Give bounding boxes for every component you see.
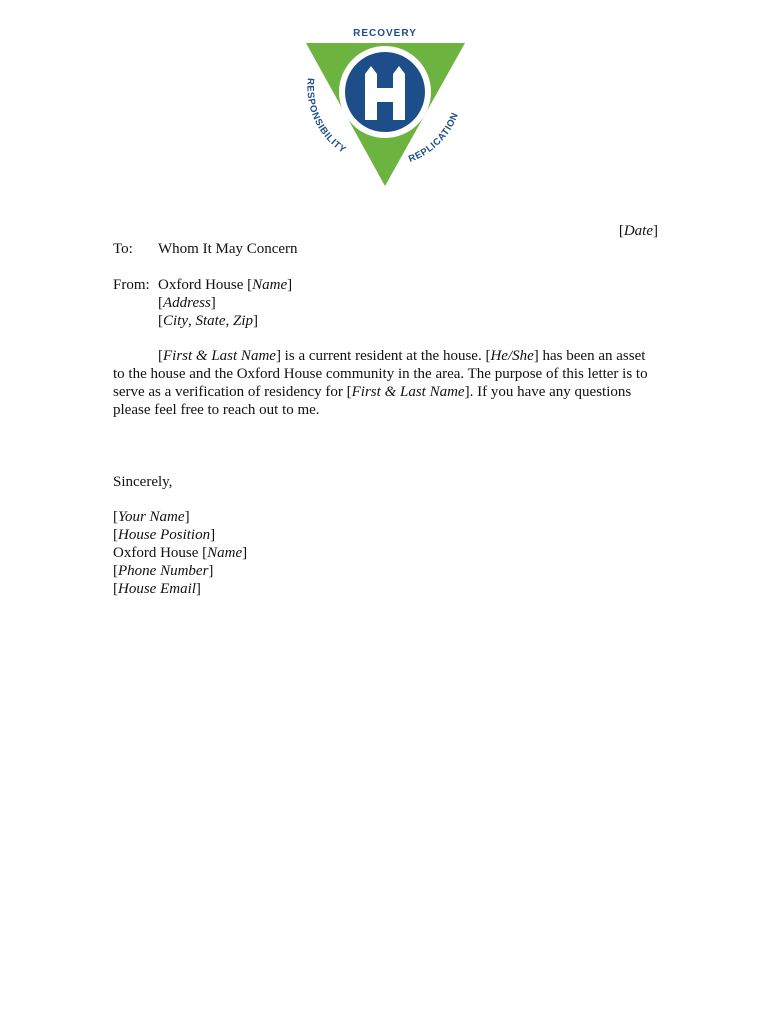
logo-left-word: RESPONSIBILITY [304, 77, 348, 156]
from-city-line: [City, State, Zip] [158, 313, 259, 329]
signature-your-name: [Your Name] [113, 509, 190, 525]
state-field: State [195, 313, 226, 329]
house-position-field: House Position [118, 527, 211, 543]
oxford-house-logo [300, 22, 470, 192]
from-address-line: [Address] [158, 295, 216, 311]
date-line [619, 222, 658, 240]
city-field: City [163, 313, 188, 329]
address-field: Address [163, 295, 211, 311]
logo-top-word: RECOVERY [353, 28, 417, 39]
phone-field: Phone Number [118, 563, 209, 579]
date-field: Date [623, 223, 653, 239]
signature-phone: [Phone Number] [113, 563, 214, 579]
to-label: To: [113, 241, 133, 257]
to-value: Whom It May Concern [158, 241, 298, 257]
body-text-1: ] is a current resident at the house. [ [275, 348, 491, 364]
resident-name-field: First & Last Name [163, 348, 276, 364]
from-house-prefix: Oxford House [ [158, 277, 253, 293]
pronoun-field: He/She [490, 348, 534, 364]
date-bracket-open: [ [618, 223, 624, 239]
your-name-field: Your Name [118, 509, 185, 525]
from-name-field: Name [252, 277, 288, 293]
resident-name-field-2: First & Last Name [351, 384, 465, 400]
signature-email: [House Email] [113, 581, 201, 597]
to-line [113, 240, 298, 258]
email-field: House Email [118, 581, 196, 597]
body-paragraph: [First & Last Name] is a current resident at the house. [He/She] has been an asset to the house and the Oxford House community in the area. The purpose of this letter is to serve as a verification of residency for [First & Last Name]. If you have any questions please feel free to reach out to me. [113, 348, 648, 418]
body-text-2: ] has been an asset to the house and the Oxford House community in the area. The purpose of this letter is to serve as a verification of residency for [ [113, 348, 648, 400]
zip-field: Zip [233, 313, 254, 329]
signature-house-name: Oxford House [Name] [113, 545, 248, 561]
body-text-3: ]. If you have any questions please feel free to reach out to me. [113, 384, 632, 418]
date-bracket-close: ] [653, 223, 658, 239]
from-label: From: [113, 277, 150, 293]
closing-line: Sincerely, [113, 474, 173, 490]
house-name-prefix: Oxford House [ [113, 545, 208, 561]
from-line [113, 276, 292, 294]
house-name-field: Name [207, 545, 243, 561]
logo-right-word: REPLICATION [407, 110, 462, 165]
from-house-suffix: ] [287, 277, 293, 293]
signature-house-position: [House Position] [113, 527, 216, 543]
